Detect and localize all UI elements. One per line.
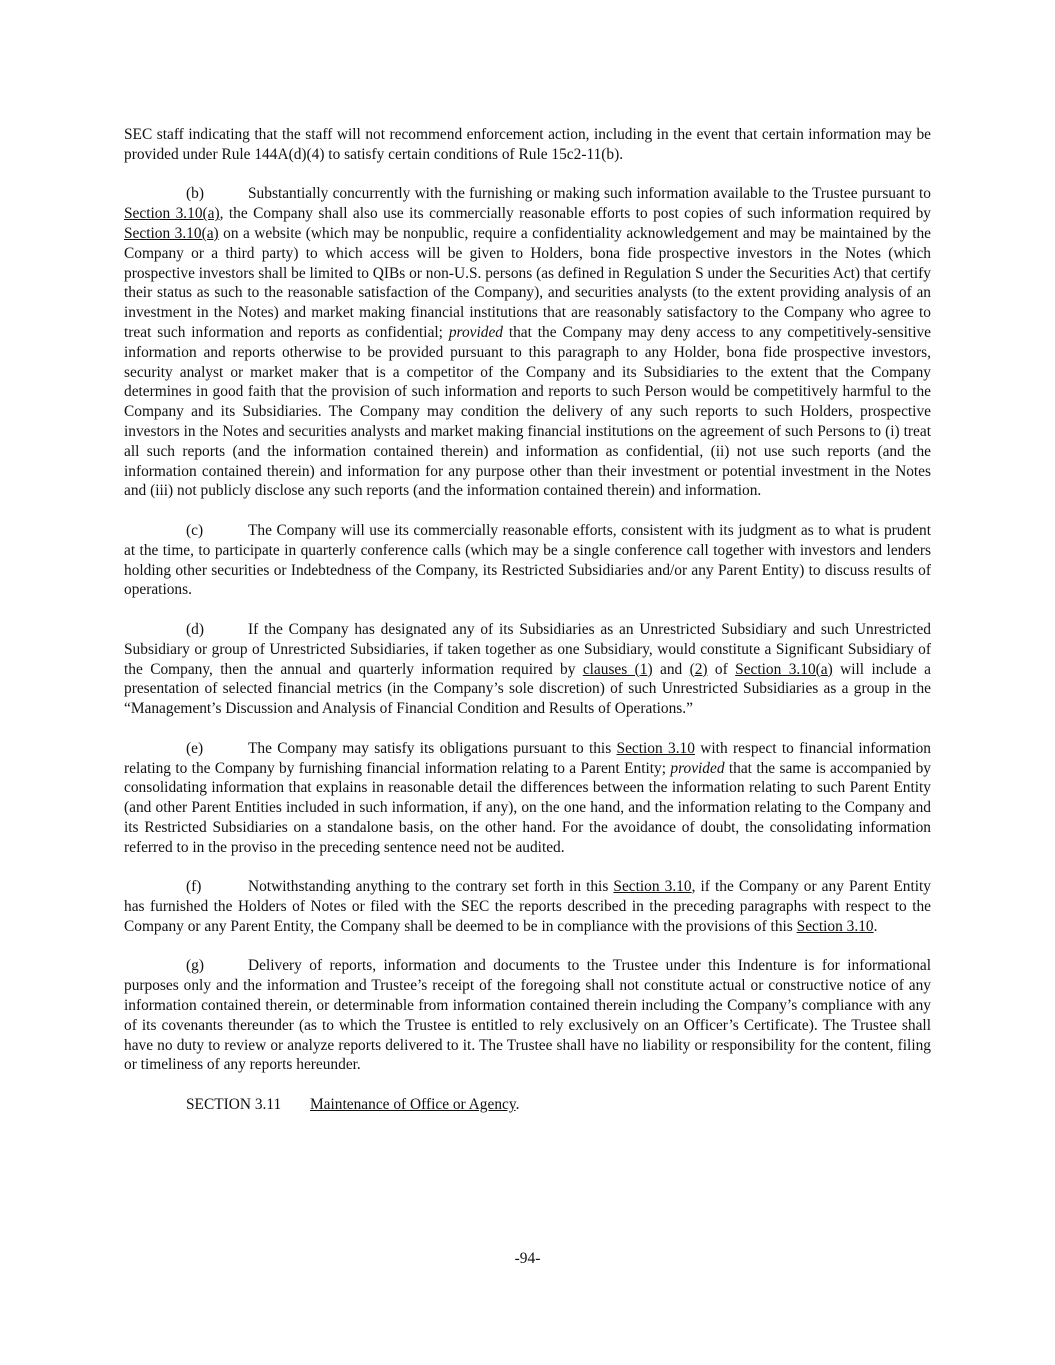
emphasis-provided: provided (448, 323, 503, 341)
paragraph-text: If the Company has designated any of its Subsidiaries as an Unrestricted Subsidiary and such Unrestricted Subsidiary or group of Unrestricted Subsidiaries, if taken together as one Subsidiary, would constitute a Significant Subsidiary of the Company, then the annual and quarterly information required by (124, 620, 931, 678)
paragraph-label: (g) (186, 957, 204, 975)
paragraph-text: on a website (which may be nonpublic, require a confidentiality acknowledgement and may be maintained by the Company or a third party) to which access will be given to Holders, bona fide prospective investors in the Notes (which prospective investors shall be limited to QIBs or non-U.S. persons (as defined in Regulation S under the Securities Act) that certify their status as such to the reasonable satisfaction of the Company), and securities analysts (to the extent providing analysis of an investment in the Notes) and market making financial institutions that are reasonably satisfactory to the Company who agree to treat such information and reports as confidential; (124, 224, 931, 341)
section-title: Maintenance of Office or Agency (310, 1096, 516, 1114)
section-reference: Section 3.10(a) (124, 224, 219, 242)
section-reference: Section 3.10 (796, 917, 874, 935)
continuation-text: SEC staff indicating that the staff will not recommend enforcement action, including in the event that certain information may be provided under Rule 144A(d)(4) to satisfy certain conditions of Rule 15c2-11(b). (124, 126, 931, 163)
paragraph-label: (b) (186, 185, 204, 203)
continuation-paragraph (124, 125, 931, 165)
paragraph-text: that the Company may deny access to any competitively-sensitive information and reports otherwise to be provided pursuant to this paragraph to any Holder, bona fide prospective investors, security analyst or market maker that is a competitor of the Company and its Subsidiaries to the extent that the Company determines in good faith that the provision of such information and reports to such Person would be competitively harmful to the Company and its Subsidiaries. The Company may condition the delivery of any such reports to such Holders, prospective investors in the Notes and securities analysts and market making financial institutions on the agreement of such Persons to (i) treat all such reports (and the information contained therein) and information as confidential, (ii) not use such reports (and the information contained therein) and information for any purpose other than their investment or potential investment in the Notes and (iii) not publicly disclose any such reports (and the information contained therein) and information. (124, 323, 931, 500)
paragraph-g (124, 956, 931, 1075)
paragraph-text: . (873, 917, 878, 935)
clause-reference: clauses (1) (582, 660, 653, 678)
paragraph-label: (c) (186, 521, 204, 539)
page-number: -94- (514, 1250, 541, 1267)
paragraph-text: The Company may satisfy its obligations pursuant to this (248, 739, 617, 757)
paragraph-text: , the Company shall also use its commercially reasonable efforts to post copies of such information required by (219, 205, 932, 223)
section-reference: Section 3.10(a) (735, 660, 833, 678)
paragraph-e (124, 739, 931, 858)
paragraph-d (124, 620, 931, 719)
paragraph-text: Substantially concurrently with the furnishing or making such information available to the Trustee pursuant to (248, 185, 931, 203)
document-body (124, 125, 931, 1135)
paragraph-text: , if the Company or any Parent Entity has furnished the Holders of Notes or filed with the SEC the reports described in the preceding paragraphs with respect to the Company or any Parent Entity, the Company shall be deemed to be in compliance with the provisions of this (124, 878, 931, 935)
section-heading (124, 1095, 931, 1115)
paragraph-text: and (652, 660, 690, 678)
paragraph-text: Delivery of reports, information and documents to the Trustee under this Indenture is for informational purposes only and the information and Trustee’s receipt of the foregoing shall not constitute actual or constructive notice of any information contained therein, or determinable from information contained therein including the Company’s compliance with any of its covenants thereunder (as to which the Trustee is entitled to rely exclusively on an Officer’s Certificate). The Trustee shall have no duty to review or analyze reports delivered to it. The Trustee shall have no liability or responsibility for the content, filing or timeliness of any reports hereunder. (124, 957, 931, 1074)
section-reference: Section 3.10 (616, 739, 695, 757)
paragraph-b (124, 184, 931, 501)
section-reference: Section 3.10(a) (124, 205, 220, 223)
paragraph-f (124, 877, 931, 936)
paragraph-label: (d) (186, 620, 204, 638)
clause-reference: (2) (689, 660, 708, 678)
section-reference: Section 3.10 (613, 878, 692, 896)
paragraph-text: The Company will use its commercially reasonable efforts, consistent with its judgment as to what is prudent at the time, to participate in quarterly conference calls (which may be a single conference call together with investors and lenders holding other securities or Indebtedness of the Company, its Restricted Subsidiaries and/or any Parent Entity) to discuss results of operations. (124, 521, 931, 599)
emphasis-provided: provided (670, 759, 725, 777)
section-title-period: . (515, 1096, 520, 1114)
section-number: SECTION 3.11 (186, 1096, 282, 1114)
paragraph-text: Notwithstanding anything to the contrary set forth in this (248, 878, 614, 896)
paragraph-label: (f) (186, 878, 202, 896)
paragraph-c (124, 521, 931, 600)
paragraph-text: with respect to financial information relating to the Company by furnishing financial information relating to a Parent Entity; (124, 739, 931, 777)
paragraph-label: (e) (186, 739, 204, 757)
paragraph-text: will include a presentation of selected financial metrics (in the Company’s sole discretion) of such Unrestricted Subsidiaries as a group in the “Management’s Discussion and Analysis of Financial Condition and Results of Operations.” (124, 660, 931, 718)
paragraph-text: of (707, 660, 736, 678)
paragraph-text: that the same is accompanied by consolidating information that explains in reasonable detail the differences between the information relating to such Parent Entity (and other Parent Entities included in such information, if any), on the one hand, and the information relating to the Company and its Restricted Subsidiaries on a standalone basis, on the other hand. For the avoidance of doubt, the consolidating information referred to in the proviso in the preceding sentence need not be audited. (124, 759, 931, 856)
